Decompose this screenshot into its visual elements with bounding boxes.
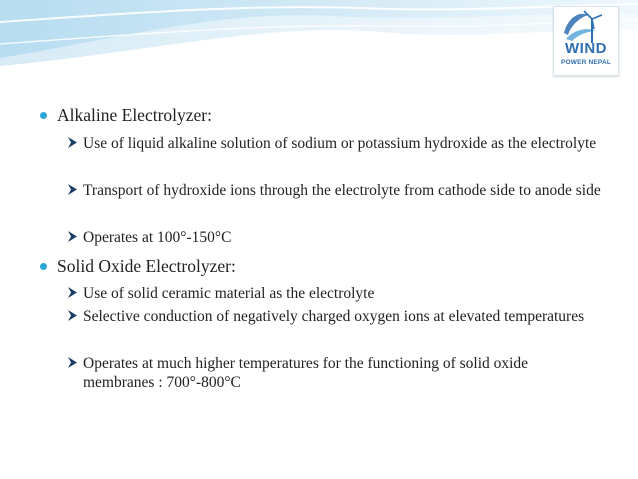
list-item-text: Use of solid ceramic material as the electrolyte [83,285,375,302]
arrow-bullet-icon [67,287,78,298]
bullet-dot-icon [40,263,47,270]
arrow-bullet-icon [67,231,78,242]
list-item-text: Operates at 100°-150°C [83,229,232,246]
arrow-bullet-icon [67,357,78,368]
arrow-bullet-icon [67,137,78,148]
arrow-bullet-icon [67,184,78,195]
logo-text-wind: WIND [565,40,607,57]
list-item-text: Operates at much higher temperatures for the functioning of solid oxide membranes : 700°-800°C [83,355,529,391]
section-heading-text: Alkaline Electrolyzer: [57,105,212,125]
list-item-text: Transport of hydroxide ions through the electrolyte from cathode side to anode side [83,182,601,199]
list-item-text: Selective conduction of negatively charged oxygen ions at elevated temperatures [83,308,585,325]
arrow-bullet-icon [67,310,78,321]
list-item-text: Use of liquid alkaline solution of sodium or potassium hydroxide as the electrolyte [83,135,597,152]
section-heading-text: Solid Oxide Electrolyzer: [57,256,236,276]
bullet-dot-icon [40,112,47,119]
logo-text-power-nepal: POWER NEPAL [560,59,612,66]
